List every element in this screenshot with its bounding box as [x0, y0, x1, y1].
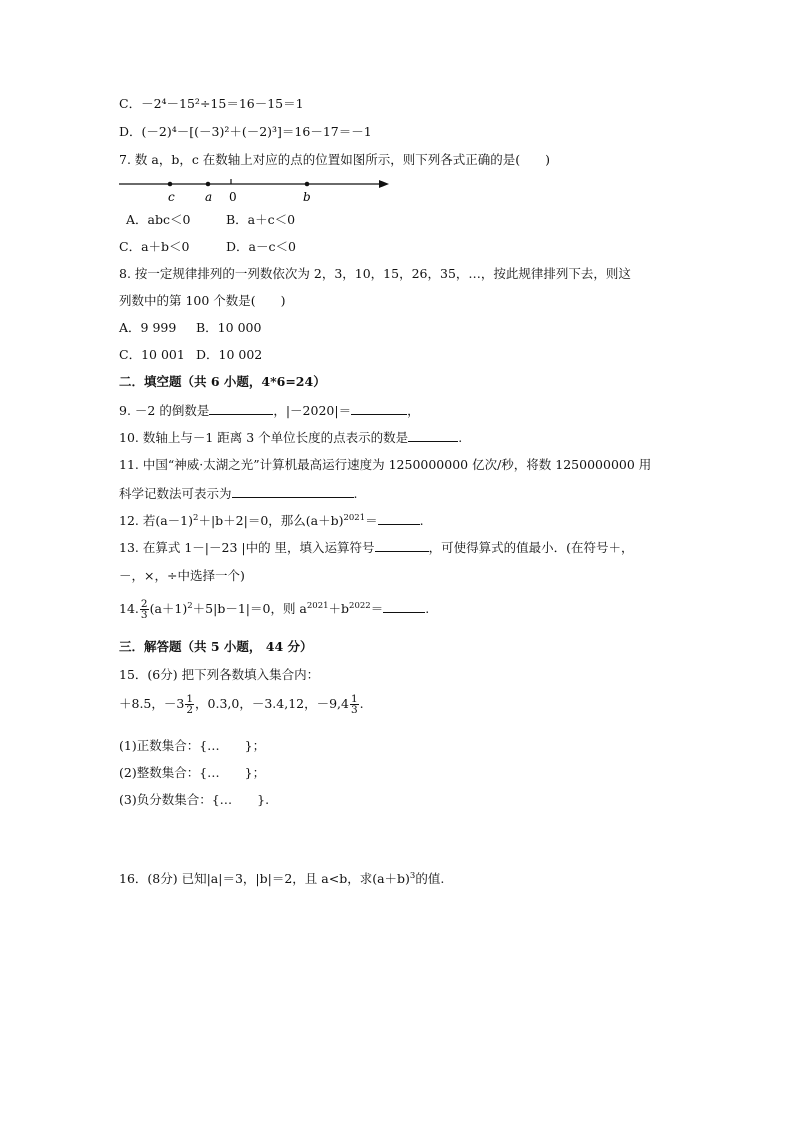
q7-stem: 7. 数 a，b，c 在数轴上对应的点的位置如图所示，则下列各式正确的是( ) — [119, 152, 551, 167]
q7-option-c: C．a＋b＜0 — [119, 239, 190, 254]
q15-set-positive: (1)正数集合：{… }； — [119, 738, 266, 753]
q12 — [119, 512, 424, 529]
q13-line2: －，×，÷中选择一个) — [119, 568, 245, 583]
q14-frac-num: 2 — [140, 598, 148, 610]
q8-stem-line2: 列数中的第 100 个数是( ) — [119, 293, 286, 308]
q15-fraction-2 — [350, 694, 359, 715]
point-c — [168, 182, 173, 187]
q15-numbers-b: ，0.3,0，－3.4,12，－9,4 — [195, 696, 349, 711]
q14-text-3: ＋b — [328, 601, 350, 616]
q12-text-2: ＋|b＋2|＝0，那么(a＋b) — [198, 513, 344, 528]
q14-exp-3: 2022 — [349, 601, 371, 611]
q14-text-1: (a＋1) — [149, 601, 188, 616]
q14-blank[interactable] — [383, 600, 425, 613]
q12-text-1: 12. 若(a－1) — [119, 513, 194, 528]
q10 — [119, 429, 462, 446]
q12-exp-2: 2021 — [343, 513, 366, 523]
q12-blank[interactable] — [378, 512, 420, 525]
q15-numbers-end: . — [359, 696, 364, 711]
q6-option-d: D．(－2)⁴－[(－3)²＋(－2)³]＝16－17＝－1 — [119, 124, 372, 139]
q14-text-4: ＝ — [370, 601, 384, 616]
q9-text-3: ， — [407, 403, 420, 418]
q15-frac1-den: 2 — [186, 704, 194, 716]
q14-frac-den: 3 — [140, 609, 148, 621]
q8-option-a: A．9 999 — [119, 320, 177, 335]
label-zero: 0 — [229, 190, 237, 204]
label-a: a — [205, 190, 213, 204]
q8-option-c: C．10 001 — [119, 347, 185, 362]
q10-blank[interactable] — [408, 429, 458, 442]
q14-end: . — [425, 601, 430, 616]
section-3-title: 三．解答题（共 5 小题， 44 分） — [119, 639, 313, 654]
q15-set-integer: (2)整数集合：{… }； — [119, 765, 266, 780]
q15-frac2-num: 1 — [350, 693, 358, 705]
q9-blank-2[interactable] — [351, 402, 407, 415]
q12-text-3: ＝ — [365, 513, 378, 528]
q15-numbers-a: ＋8.5，－3 — [119, 696, 185, 711]
q15-fraction-1 — [185, 694, 194, 715]
q10-text: 10. 数轴上与－1 距离 3 个单位长度的点表示的数是 — [119, 430, 409, 445]
q12-exp-1: 2 — [193, 513, 199, 523]
q11-blank[interactable] — [232, 485, 354, 498]
q15-frac2-den: 3 — [350, 704, 358, 716]
q10-end: . — [458, 430, 463, 445]
q11-line2 — [119, 485, 358, 502]
q16-text-1: 16．(8分) 已知|a|＝3，|b|＝2，且 a<b，求(a＋b) — [119, 871, 410, 886]
q15-frac1-num: 1 — [186, 693, 194, 705]
q14-prefix: 14. — [119, 601, 139, 616]
q9 — [119, 402, 420, 419]
point-a — [206, 182, 211, 187]
q7-option-a: A．abc＜0 — [126, 212, 191, 227]
q8-option-d: D．10 002 — [196, 347, 263, 362]
q13-blank[interactable] — [375, 539, 429, 552]
q12-end: . — [419, 513, 424, 528]
q15-numbers — [119, 692, 364, 716]
q13-text-2: ，可使得算式的值最小．(在符号＋， — [428, 540, 634, 555]
q11-text: 科学记数法可表示为 — [119, 486, 232, 501]
q15-stem: 15．(6分) 把下列各数填入集合内： — [119, 667, 320, 682]
q9-text-2: ，|－2020|＝ — [273, 403, 352, 418]
q14 — [119, 598, 429, 620]
q14-text-2: ＋5|b－1|＝0，则 a — [192, 601, 307, 616]
q16-text-2: 的值. — [415, 871, 445, 886]
q14-exp-1: 2 — [187, 601, 193, 611]
q16-exp: 3 — [409, 871, 416, 881]
q14-exp-2: 2021 — [306, 601, 329, 611]
q6-option-c: C．－2⁴－15²÷15＝16－15＝1 — [119, 96, 304, 111]
q9-blank-1[interactable] — [209, 402, 273, 415]
label-c: c — [168, 190, 175, 204]
number-line-figure — [119, 172, 399, 206]
q14-fraction — [140, 599, 149, 620]
q9-text-1: 9. －2 的倒数是 — [119, 403, 210, 418]
q16 — [119, 871, 444, 887]
q11-line1: 11. 中国“神威·太湖之光”计算机最高运行速度为 1250000000 亿次/秒，将数 1250000000 用 — [119, 457, 652, 472]
q13-text-1: 13. 在算式 1－|－23 |中的 里，填入运算符号 — [119, 540, 375, 555]
q8-option-b: B．10 000 — [196, 320, 262, 335]
q11-end: . — [353, 486, 358, 501]
q13-line1 — [119, 539, 633, 556]
q7-option-b: B．a＋c＜0 — [226, 212, 296, 227]
q8-stem-line1: 8. 按一定规律排列的一列数依次为 2，3，10，15，26，35，…，按此规律排列下去，则这 — [119, 266, 631, 281]
label-b: b — [303, 190, 311, 204]
point-b — [305, 182, 310, 187]
section-2-title: 二．填空题（共 6 小题，4*6=24） — [119, 374, 326, 389]
q7-option-d: D．a－c＜0 — [226, 239, 296, 254]
number-line-arrow — [379, 180, 389, 188]
q15-set-negative-fraction: (3)负分数集合：{… }. — [119, 792, 270, 807]
